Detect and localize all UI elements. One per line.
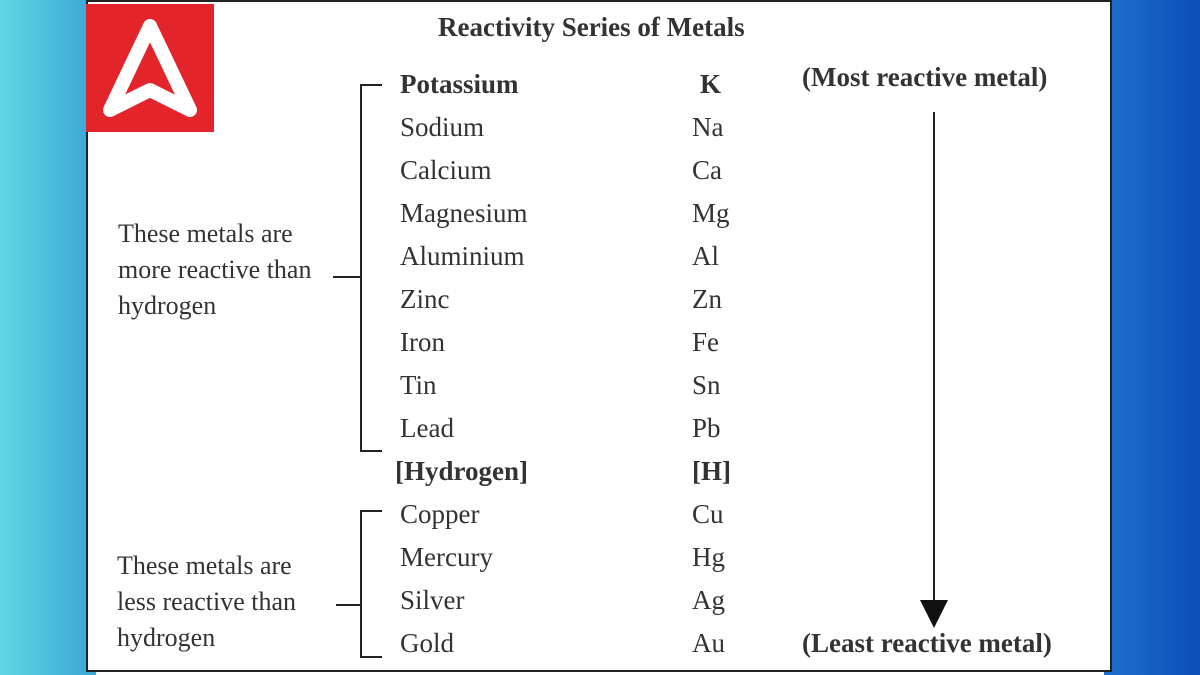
metal-name-calcium: Calcium — [400, 155, 492, 185]
brand-logo[interactable] — [86, 4, 214, 132]
metal-name-gold: Gold — [400, 628, 454, 658]
metal-name-potassium: Potassium — [400, 69, 519, 99]
metal-name-iron: Iron — [400, 327, 445, 357]
metal-name-silver: Silver — [400, 585, 465, 615]
metal-symbol-au: Au — [692, 628, 725, 658]
metal-name-zinc: Zinc — [400, 284, 450, 314]
metal-name-magnesium: Magnesium — [400, 198, 528, 228]
metal-symbol-cu: Cu — [692, 499, 724, 529]
metal-symbol-zn: Zn — [692, 284, 722, 314]
less-reactive-bracket — [360, 510, 382, 658]
less-reactive-connector — [336, 604, 361, 606]
metal-symbol-al: Al — [692, 241, 719, 271]
diagram-title: Reactivity Series of Metals — [438, 12, 745, 42]
metal-name-hydrogen: [Hydrogen] — [395, 456, 528, 486]
metal-symbol-sn: Sn — [692, 370, 721, 400]
metal-symbol-hg: Hg — [692, 542, 725, 572]
metal-symbol-h: [H] — [692, 456, 731, 486]
metal-name-tin: Tin — [400, 370, 437, 400]
metal-symbol-fe: Fe — [692, 327, 719, 357]
most-reactive-note: (Most reactive metal) — [802, 62, 1048, 92]
more-reactive-connector — [333, 276, 361, 278]
down-arrow-icon — [915, 112, 955, 632]
metal-symbol-mg: Mg — [692, 198, 730, 228]
metal-symbol-ca: Ca — [692, 155, 722, 185]
metal-name-sodium: Sodium — [400, 112, 485, 142]
metal-name-lead: Lead — [400, 413, 454, 443]
less-reactive-label: These metals are less reactive than hydrogen — [117, 551, 297, 652]
logo-a-icon — [86, 4, 214, 132]
more-reactive-label: These metals are more reactive than hydrogen — [118, 219, 312, 320]
metal-symbol-ag: Ag — [692, 585, 725, 615]
metal-symbol-pb: Pb — [692, 413, 721, 443]
metal-symbol-na: Na — [692, 112, 724, 142]
metal-name-aluminium: Aluminium — [400, 241, 525, 271]
metal-symbol-k: K — [700, 69, 722, 99]
least-reactive-note: (Least reactive metal) — [802, 628, 1052, 658]
metal-name-mercury: Mercury — [400, 542, 493, 572]
metal-name-copper: Copper — [400, 499, 480, 529]
more-reactive-bracket — [360, 84, 382, 452]
